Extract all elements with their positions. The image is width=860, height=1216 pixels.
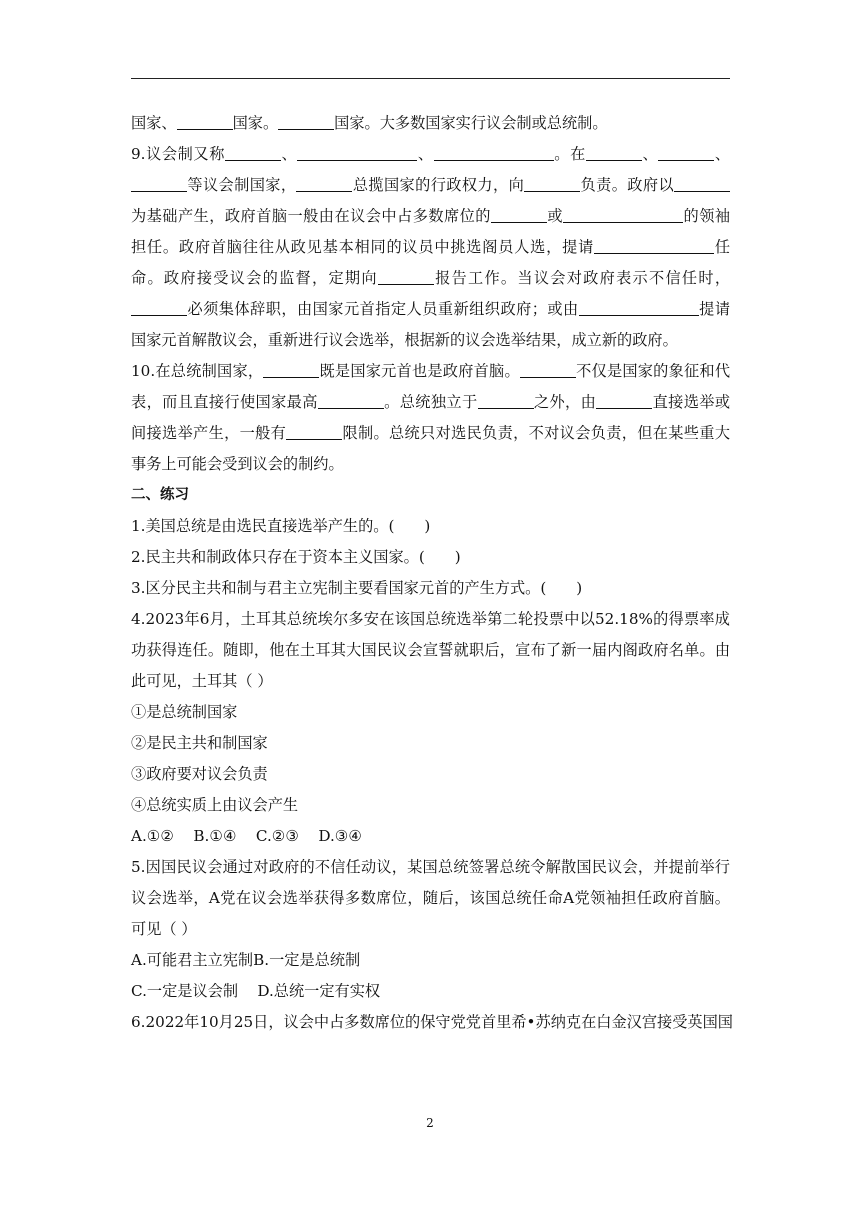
blank[interactable] xyxy=(596,393,652,409)
blank[interactable] xyxy=(131,176,187,192)
blank[interactable] xyxy=(278,114,334,130)
blank[interactable] xyxy=(579,300,699,316)
blank[interactable] xyxy=(286,424,342,440)
question-4-choices: A.①② B.①④ C.②③ D.③④ xyxy=(131,827,363,845)
blank[interactable] xyxy=(297,145,417,161)
question-10: 10.在总统制国家， 既是国家元首也是政府首脑。 不仅是国家的象征和代表，而且直接行使国家最高 。总统独立于 之外，由 直接选举或间接选举产生，一般有 限制。总统只对选民负责，不对议会负责，但在某些重大事务上可能会受到议会的制约。 xyxy=(131,362,731,473)
true-false-2: 2.民主共和制政体只存在于资本主义国家。( ) xyxy=(131,548,461,566)
blank[interactable] xyxy=(225,145,281,161)
blank[interactable] xyxy=(594,238,714,254)
blank[interactable] xyxy=(263,362,319,378)
true-false-3: 3.区分民主共和制与君主立宪制主要看国家元首的产生方式。( ) xyxy=(131,579,583,597)
question-9: 9.议会制又称 、 、 。在 、 、等议会制国家， 总揽国家的行政权力，向 负责。政府以为基础产生，政府首脑一般由在议会中占多数席位的 或 的领袖担任。政府首脑往往从政见基本相同的议员中挑选阁员人选，提请 任命。政府接受议会的监督，定期向 报告工作。当议会对政府表示不信任时，必须集体辞职，由国家元首指定人员重新组织政府；或由 提请国家元首解散议会，重新进行议会选举，根据新的议会选举结果，成立新的政府。 xyxy=(131,145,731,349)
blank[interactable] xyxy=(524,176,580,192)
blank[interactable] xyxy=(434,145,554,161)
header-rule xyxy=(131,78,730,79)
blank[interactable] xyxy=(478,393,534,409)
paragraph-continuation: 国家、 国家。 国家。大多数国家实行议会制或总统制。 xyxy=(131,114,608,132)
question-4-option-2: ②是民主共和制国家 xyxy=(131,734,268,752)
blank[interactable] xyxy=(674,176,730,192)
blank[interactable] xyxy=(296,176,352,192)
blank[interactable] xyxy=(177,114,233,130)
blank[interactable] xyxy=(491,207,547,223)
question-5-stem: 5.因国民议会通过对政府的不信任动议，某国总统签署总统令解散国民议会，并提前举行议会选举，A党在议会选举获得多数席位，随后，该国总统任命A党领袖担任政府首脑。可见（ ） xyxy=(131,858,730,938)
question-4-option-3: ③政府要对议会负责 xyxy=(131,765,268,783)
blank[interactable] xyxy=(131,300,187,316)
question-6-stem: 6.2022年10月25日，议会中占多数席位的保守党党首里希•苏纳克在白金汉宫接受英国国 xyxy=(131,1013,733,1031)
blank[interactable] xyxy=(520,362,576,378)
section-title: 二、练习 xyxy=(131,487,189,503)
blank[interactable] xyxy=(658,145,714,161)
true-false-1: 1.美国总统是由选民直接选举产生的。( ) xyxy=(131,517,431,535)
question-5-choices-cd: C.一定是议会制 D.总统一定有实权 xyxy=(131,982,381,1000)
question-4-option-4: ④总统实质上由议会产生 xyxy=(131,796,299,814)
blank[interactable] xyxy=(378,269,434,285)
document-body xyxy=(131,108,733,1038)
question-5-choices-ab: A.可能君主立宪制B.一定是总统制 xyxy=(131,951,361,969)
blank[interactable] xyxy=(563,207,683,223)
question-4-option-1: ①是总统制国家 xyxy=(131,703,238,721)
page-number: 2 xyxy=(426,1116,434,1130)
blank[interactable] xyxy=(318,393,384,409)
question-4-stem: 4.2023年6月，土耳其总统埃尔多安在该国总统选举第二轮投票中以52.18%的得票率成功获得连任。随即，他在土耳其大国民议会宣誓就职后，宣布了新一届内阁政府名单。由此可见，土耳其（ ） xyxy=(131,610,730,690)
blank[interactable] xyxy=(586,145,642,161)
